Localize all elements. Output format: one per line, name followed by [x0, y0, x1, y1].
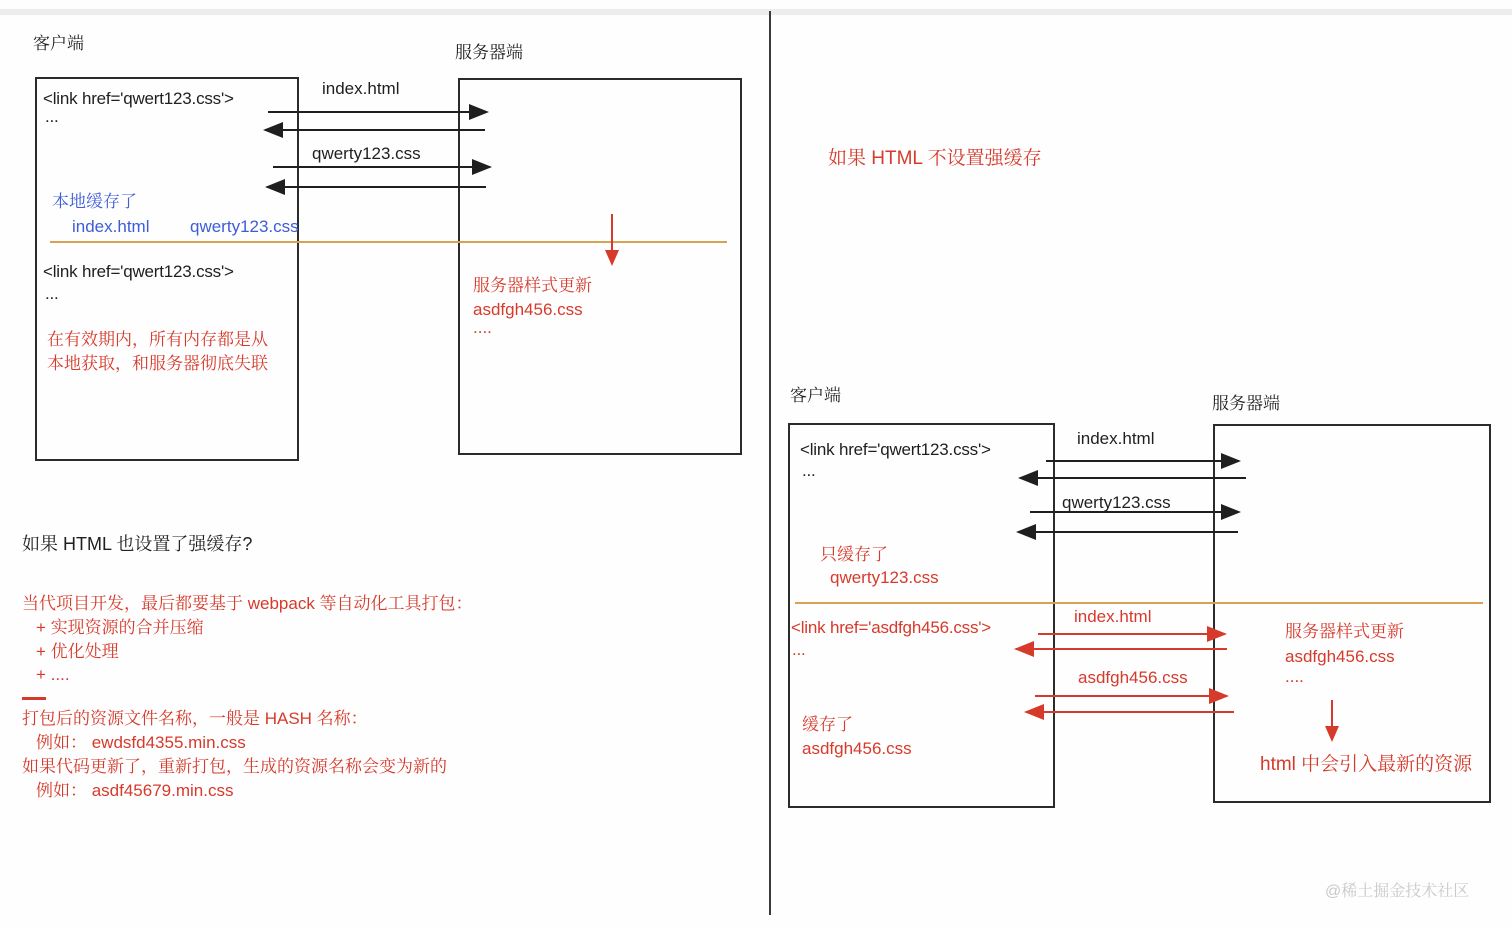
- right-timeline-divider: [795, 602, 1483, 604]
- right-server-box: [1213, 424, 1491, 803]
- left-question-title: 如果 HTML 也设置了强缓存?: [22, 534, 253, 554]
- left-response-arrow-2: [267, 186, 486, 188]
- left-ellipsis-2: ...: [45, 284, 59, 303]
- right-request-arrow-3: [1038, 633, 1225, 635]
- left-response-arrow-1: [265, 129, 485, 131]
- right-request-arrow-2: [1030, 511, 1239, 513]
- left-request-arrow-1: [268, 111, 487, 113]
- left-server-update-1: 服务器样式更新: [473, 276, 592, 295]
- right-server-update-1: 服务器样式更新: [1285, 622, 1404, 641]
- right-link-tag-2: <link href='asdfgh456.css'>: [791, 618, 992, 637]
- left-client-label: 客户端: [33, 34, 84, 53]
- right-server-update-arrow: [1331, 700, 1333, 727]
- right-link-tag-1: <link href='qwert123.css'>: [800, 440, 991, 459]
- right-cache-title-2: 缓存了: [802, 715, 853, 734]
- left-server-label: 服务器端: [455, 43, 523, 62]
- right-response-arrow-3: [1016, 648, 1227, 650]
- watermark: @稀土掘金技术社区: [1325, 883, 1470, 900]
- left-cache-title: 本地缓存了: [52, 192, 137, 211]
- right-cache-item-2: asdfgh456.css: [802, 739, 912, 758]
- vertical-divider-line: [769, 11, 771, 915]
- left-cache-item-1: index.html: [72, 217, 150, 236]
- left-timeline-divider: [50, 241, 727, 243]
- right-msg-index-html-label-2: index.html: [1074, 607, 1152, 626]
- left-note-dash: [22, 697, 46, 700]
- left-server-update-2: asdfgh456.css: [473, 300, 583, 319]
- left-ellipsis-1: ...: [45, 107, 59, 126]
- right-request-arrow-4: [1035, 695, 1227, 697]
- right-response-arrow-2: [1018, 531, 1238, 533]
- left-request-arrow-2: [273, 166, 490, 168]
- left-link-tag-2: <link href='qwert123.css'>: [43, 262, 234, 281]
- right-cache-item: qwerty123.css: [830, 568, 939, 587]
- right-request-arrow-1: [1046, 460, 1239, 462]
- left-validity-note-1: 在有效期内，所有内存都是从: [47, 330, 268, 349]
- left-note-example-1: 例如： ewdsfd4355.min.css: [36, 733, 246, 752]
- right-msg-index-html-label: index.html: [1077, 429, 1155, 448]
- right-title: 如果 HTML 不设置强缓存: [828, 148, 1042, 169]
- right-ellipsis-2: ...: [792, 640, 806, 659]
- left-msg-css-label: qwerty123.css: [312, 144, 421, 163]
- left-note-p2: 打包后的资源文件名称，一般是 HASH 名称：: [22, 709, 368, 728]
- left-server-box: [458, 78, 742, 455]
- left-cache-item-2: qwerty123.css: [190, 217, 299, 236]
- right-server-update-3: ....: [1285, 667, 1304, 686]
- left-msg-index-html-label: index.html: [322, 79, 400, 98]
- left-validity-note-2: 本地获取，和服务器彻底失联: [47, 354, 268, 373]
- right-msg-css-label: qwerty123.css: [1062, 493, 1171, 512]
- right-ellipsis-1: ...: [802, 461, 816, 480]
- left-note-p3: 如果代码更新了，重新打包，生成的资源名称会变为新的: [22, 757, 447, 776]
- left-note-bullet-3: + ....: [36, 665, 70, 684]
- left-note-p1: 当代项目开发，最后都要基于 webpack 等自动化工具打包：: [22, 594, 473, 613]
- right-response-arrow-1: [1020, 477, 1246, 479]
- right-response-arrow-4: [1026, 711, 1234, 713]
- right-msg-css-label-2: asdfgh456.css: [1078, 668, 1188, 687]
- left-note-bullet-1: + 实现资源的合并压缩: [36, 618, 204, 637]
- left-link-tag-1: <link href='qwert123.css'>: [43, 89, 234, 108]
- right-server-update-2: asdfgh456.css: [1285, 647, 1395, 666]
- right-client-label: 客户端: [790, 386, 841, 405]
- right-cache-title: 只缓存了: [820, 545, 888, 564]
- left-server-update-3: ....: [473, 318, 492, 337]
- left-server-update-arrow: [611, 214, 613, 251]
- right-server-label: 服务器端: [1212, 394, 1280, 413]
- left-note-bullet-2: + 优化处理: [36, 642, 119, 661]
- right-server-note: html 中会引入最新的资源: [1260, 754, 1473, 775]
- top-divider-band: [0, 9, 1512, 15]
- left-note-example-2: 例如： asdf45679.min.css: [36, 781, 234, 800]
